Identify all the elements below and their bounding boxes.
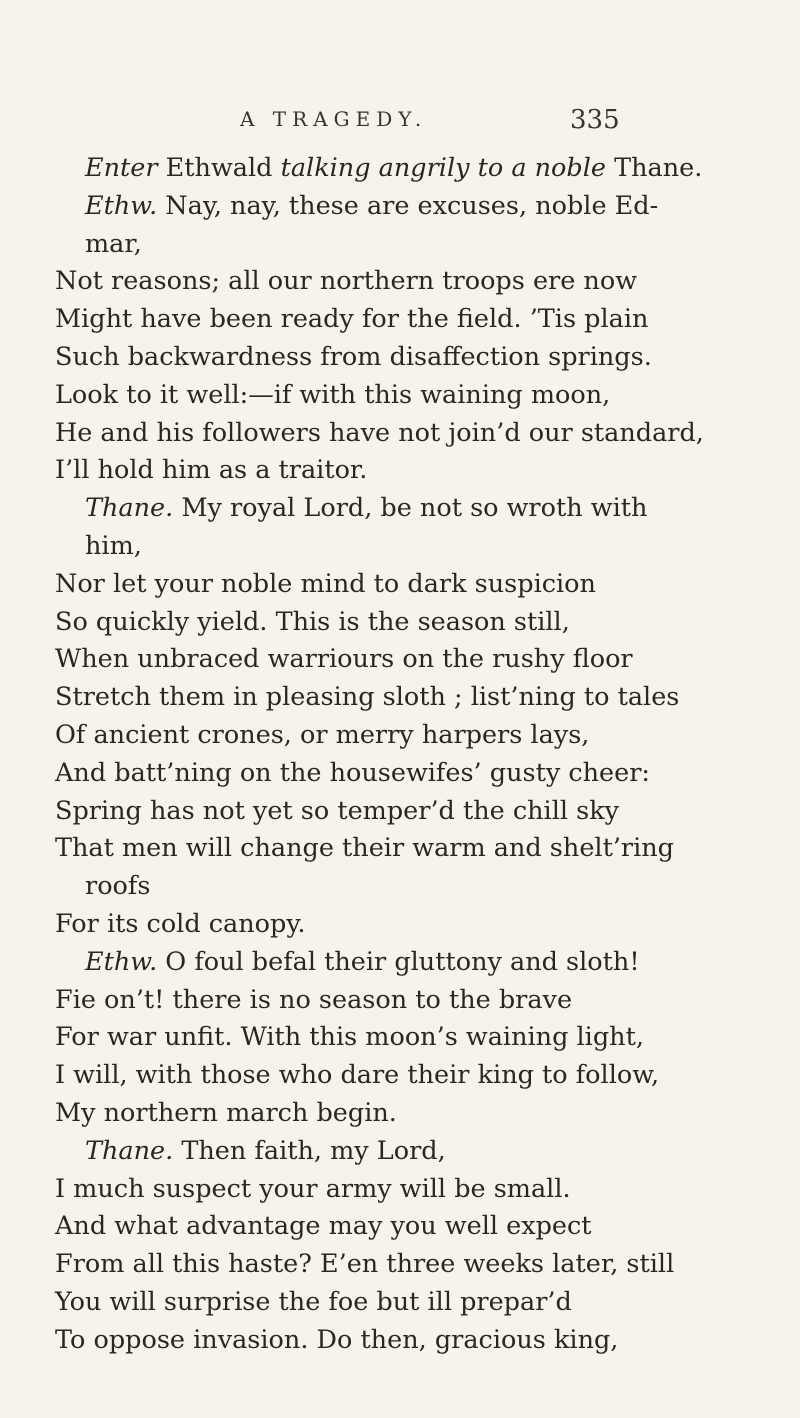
verse-line: mar, xyxy=(85,228,142,259)
verse-line: So quickly yield. This is the season still, xyxy=(55,606,570,637)
verse-line: him, xyxy=(85,530,142,561)
verse-line: I will, with those who dare their king to follow, xyxy=(55,1060,660,1091)
verse-line: For its cold canopy. xyxy=(55,908,306,939)
verse-line: You will surprise the foe but ill prepar’d xyxy=(55,1286,572,1317)
verse-line: Not reasons; all our northern troops ere now xyxy=(55,266,638,297)
speech-line: Ethw. O foul befal their gluttony and sloth! xyxy=(85,946,640,977)
verse-line: Nor let your noble mind to dark suspicion xyxy=(55,568,596,599)
verse-line: Of ancient crones, or merry harpers lays, xyxy=(55,719,590,750)
verse-line: My northern march begin. xyxy=(55,1097,397,1128)
verse-line: When unbraced warriours on the rushy floor xyxy=(55,644,633,675)
verse-line: Might have been ready for the field. ’Tis plain xyxy=(55,304,649,335)
verse-line: To oppose invasion. Do then, gracious king, xyxy=(55,1324,619,1355)
verse-line: Fie on’t! there is no season to the brave xyxy=(55,984,573,1015)
speech-line: Ethw. Nay, nay, these are excuses, noble Ed- xyxy=(85,190,659,221)
verse-line: Spring has not yet so temper’d the chill sky xyxy=(55,795,620,826)
page-number: 335 xyxy=(570,105,620,135)
running-title: A TRAGEDY. xyxy=(240,107,428,131)
verse-line: That men will change their warm and shelt’ring xyxy=(55,833,675,864)
verse-line: Look to it well:—if with this waining moon, xyxy=(55,379,611,410)
page-header xyxy=(240,105,740,145)
verse-line: And what advantage may you well expect xyxy=(55,1211,592,1242)
verse-line: And batt’ning on the housewifes’ gusty cheer: xyxy=(55,757,651,788)
verse-line: I’ll hold him as a traitor. xyxy=(55,455,368,486)
stage-direction: Enter Ethwald talking angrily to a noble Thane. xyxy=(85,153,703,183)
verse-line: Such backwardness from disaffection springs. xyxy=(55,341,652,372)
verse-line: I much suspect your army will be small. xyxy=(55,1173,571,1204)
verse-line: From all this haste? E’en three weeks later, still xyxy=(55,1249,675,1280)
verse-line: Stretch them in pleasing sloth ; list’ning to tales xyxy=(55,682,680,713)
verse-line: roofs xyxy=(85,871,151,902)
verse-line: For war unfit. With this moon’s waining light, xyxy=(55,1022,644,1053)
speech-line: Thane. My royal Lord, be not so wroth with xyxy=(85,493,648,524)
verse-line: He and his followers have not join’d our standard, xyxy=(55,417,704,448)
play-text xyxy=(55,150,775,1360)
speech-line: Thane. Then faith, my Lord, xyxy=(85,1135,446,1166)
